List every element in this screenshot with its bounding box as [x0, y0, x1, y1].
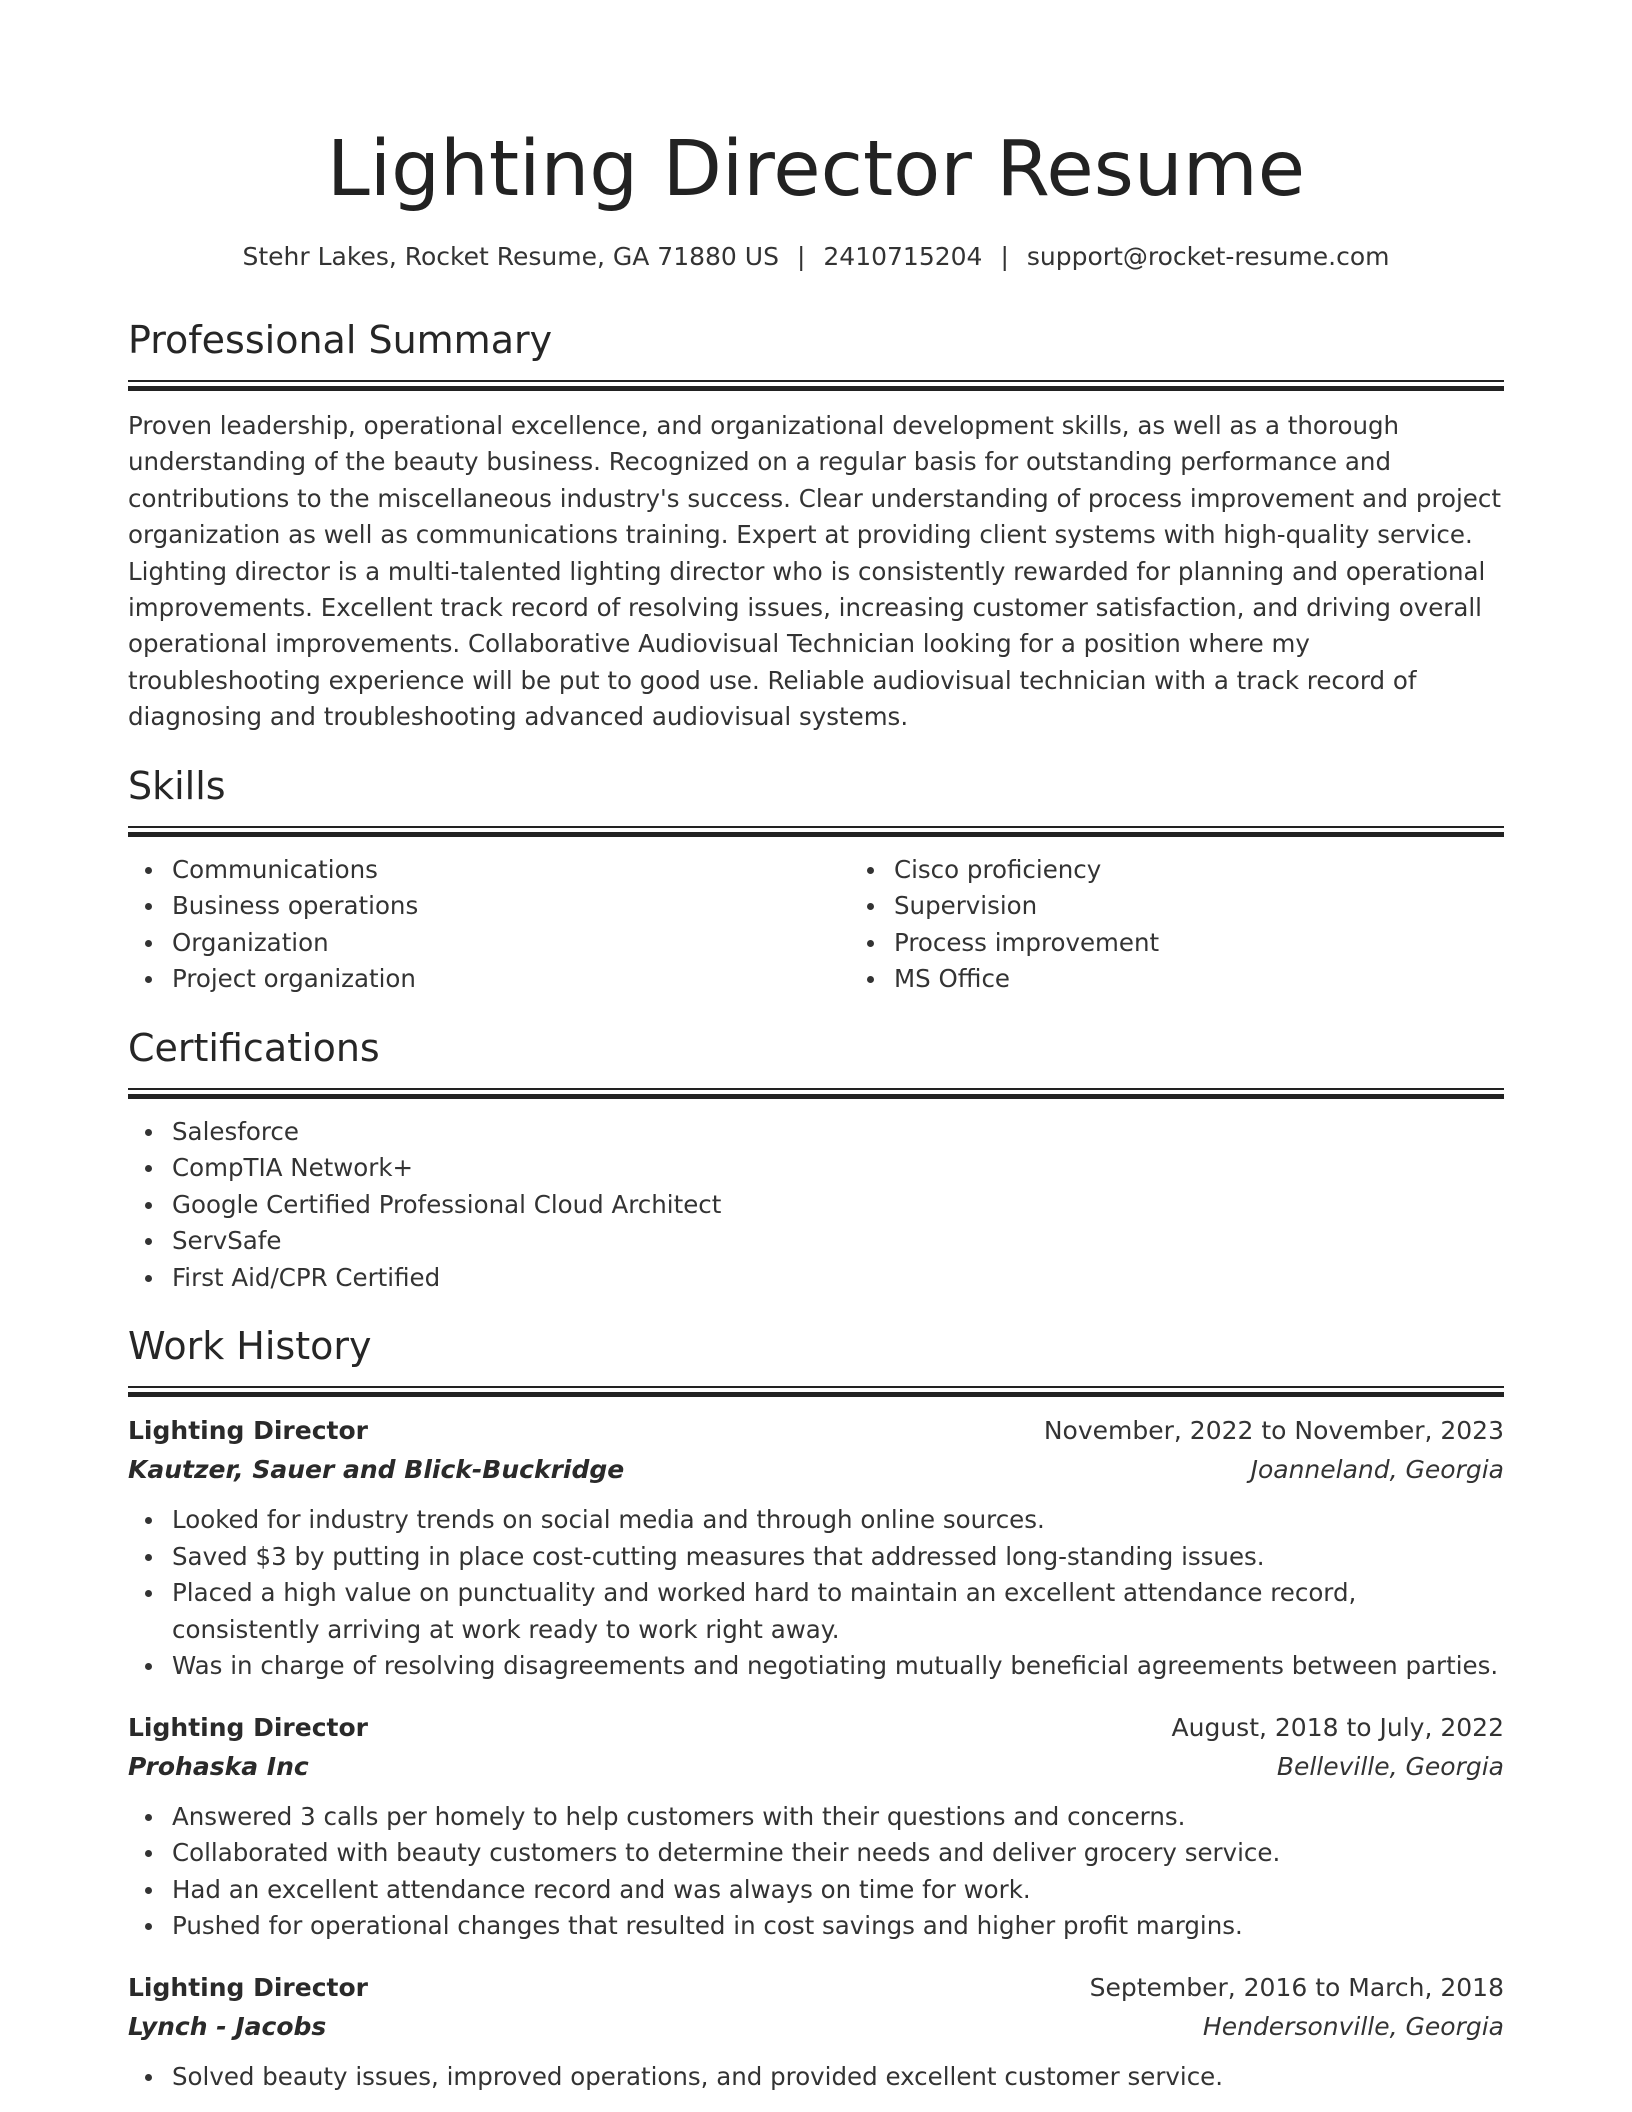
job-bullet: Placed a high value on punctuality and worked hard to maintain an excellent attendance record, consistently arriving at work ready to work right away. [172, 1575, 1504, 1648]
job-bullet: Pushed for operational changes that resulted in cost savings and higher profit margins. [172, 1908, 1504, 1945]
skill-item: Business operations [172, 888, 850, 925]
contact-separator: | [1000, 242, 1009, 271]
skill-item: Communications [172, 852, 850, 889]
job-company: Prohaska Inc [128, 1751, 309, 1781]
job-bullet: Was in charge of resolving disagreements and negotiating mutually beneficial agreements between parties. [172, 1648, 1504, 1685]
job-header [128, 1969, 1504, 2007]
contact-address: Stehr Lakes, Rocket Resume, GA 71880 US [242, 242, 779, 271]
skills-grid [128, 836, 1504, 998]
contact-separator: | [796, 242, 806, 271]
professional-summary-section [128, 314, 1504, 736]
job-entry [128, 1412, 1504, 1685]
section-heading-summary: Professional Summary [128, 318, 553, 362]
job-entry [128, 1709, 1504, 1945]
certification-item: Google Certified Professional Cloud Architect [172, 1187, 1504, 1224]
job-bullets [128, 2059, 1504, 2096]
section-divider [128, 1386, 1504, 1396]
job-company: Lynch - Jacobs [128, 2011, 327, 2041]
job-location: Joanneland, Georgia [1250, 1455, 1504, 1485]
job-bullet: Collaborated with beauty customers to determine their needs and deliver grocery service. [172, 1835, 1504, 1872]
job-location: Hendersonville, Georgia [1202, 2011, 1504, 2041]
job-location: Belleville, Georgia [1276, 1751, 1504, 1781]
job-bullet: Saved $3 by putting in place cost-cutting measures that addressed long-standing issues. [172, 1539, 1504, 1576]
summary-text: Proven leadership, operational excellence, and organizational development skills, as well as a thorough understanding of the beauty business. Recognized on a regular basis for outstanding performance and contributions to the miscellaneous industry's success. Clear understanding of process improvement and project organization as well as communications training. Expert at providing client systems with high-quality service. Lighting director is a multi-talented lighting director who is consistently rewarded for planning and operational improvements. Excellent track record of resolving issues, increasing customer satisfaction, and driving overall operational improvements. Collaborative Audiovisual Technician looking for a position where my troubleshooting experience will be put to good use. Reliable audiovisual technician with a track record of diagnosing and troubleshooting advanced audiovisual systems. [128, 411, 1501, 732]
certifications-list [128, 1114, 1504, 1297]
skill-item: Project organization [172, 961, 850, 998]
certifications-section [128, 1022, 1504, 1297]
job-bullet: Answered 3 calls per homely to help customers with their questions and concerns. [172, 1799, 1504, 1836]
job-title: Lighting Director [128, 1972, 368, 2002]
job-subheader [128, 1747, 1504, 1787]
skills-section [128, 760, 1504, 998]
job-title: Lighting Director [128, 1712, 368, 1742]
job-bullets [128, 1799, 1504, 1945]
section-divider [128, 826, 1504, 836]
skill-item: Cisco proficiency [894, 852, 1572, 889]
job-bullet: Had an excellent attendance record and was always on time for work. [172, 1872, 1504, 1909]
section-heading-skills: Skills [128, 763, 226, 808]
certification-item: Salesforce [172, 1114, 1504, 1151]
job-header [128, 1412, 1504, 1450]
skill-item: MS Office [894, 961, 1572, 998]
certification-item: CompTIA Network+ [172, 1150, 1504, 1187]
skill-item: Process improvement [894, 925, 1572, 962]
job-bullet: Looked for industry trends on social media and through online sources. [172, 1502, 1504, 1539]
job-entry [128, 1969, 1504, 2096]
job-dates: November, 2022 to November, 2023 [1043, 1416, 1504, 1446]
skills-list-right [850, 852, 1572, 998]
job-subheader [128, 2007, 1504, 2047]
job-title: Lighting Director [128, 1416, 368, 1446]
job-header [128, 1709, 1504, 1747]
section-heading-work-history: Work History [128, 1324, 372, 1369]
job-company: Kautzer, Sauer and Blick-Buckridge [128, 1455, 625, 1485]
job-bullet: Solved beauty issues, improved operations, and provided excellent customer service. [172, 2059, 1504, 2096]
section-divider [128, 1088, 1504, 1098]
resume-page [128, 0, 1504, 2095]
skill-item: Organization [172, 925, 850, 962]
certification-item: First Aid/CPR Certified [172, 1260, 1504, 1297]
resume-title: Lighting Director Resume [326, 125, 1306, 214]
contact-email: support@rocket-resume.com [1026, 242, 1390, 271]
job-dates: September, 2016 to March, 2018 [1089, 1972, 1504, 2002]
skill-item: Supervision [894, 888, 1572, 925]
section-divider [128, 380, 1504, 390]
job-bullets [128, 1502, 1504, 1685]
section-heading-certifications: Certifications [128, 1025, 380, 1070]
job-subheader [128, 1450, 1504, 1490]
skills-list-left [128, 852, 850, 998]
certification-item: ServSafe [172, 1223, 1504, 1260]
contact-phone: 2410715204 [823, 242, 983, 271]
contact-line [128, 240, 1504, 274]
job-dates: August, 2018 to July, 2022 [1171, 1712, 1504, 1742]
work-history-section [128, 1320, 1504, 2095]
